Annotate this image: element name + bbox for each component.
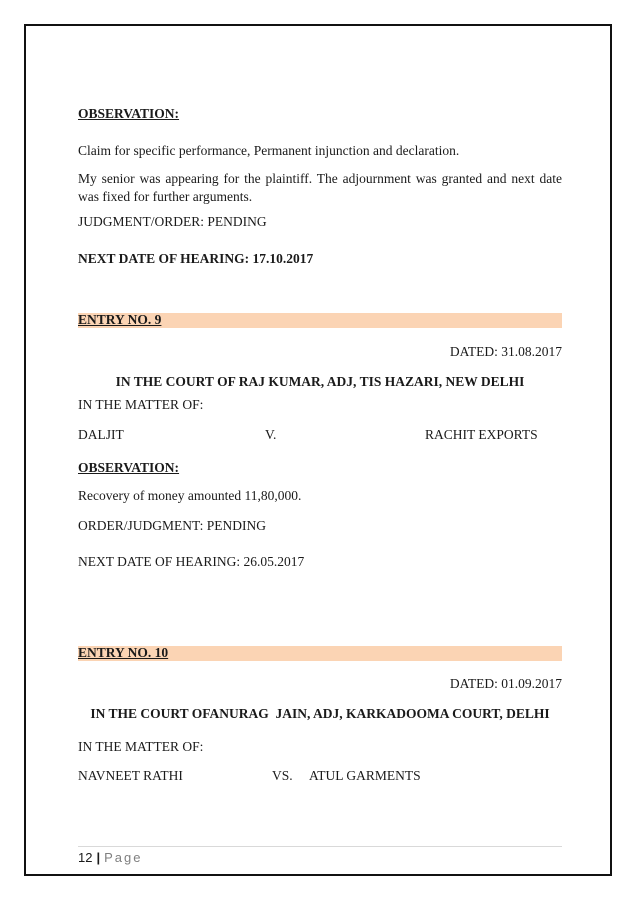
entry-9-header	[78, 313, 562, 328]
observation-claim: Claim for specific performance, Permanent injunction and declaration.	[78, 143, 460, 158]
entry-9-order: ORDER/JUDGMENT: PENDING	[78, 518, 266, 533]
entry-10-party-1: NAVNEET RATHI	[78, 768, 183, 783]
entry-9-dated: DATED: 31.08.2017	[449, 344, 562, 359]
entry-10-court: IN THE COURT OFANURAG JAIN, ADJ, KARKADOOMA COURT, DELHI	[90, 706, 550, 721]
entry-9-party-1: DALJIT	[78, 427, 124, 442]
entry-10-party-2: ATUL GARMENTS	[309, 768, 421, 783]
footer-separator: |	[96, 850, 101, 865]
entry-9-matter: IN THE MATTER OF:	[78, 397, 204, 412]
entry-9-next-hearing: NEXT DATE OF HEARING: 26.05.2017	[78, 554, 305, 569]
entry-10-versus: VS.	[272, 768, 293, 783]
entry-10-header	[78, 646, 562, 661]
entry-9-label: ENTRY NO. 9	[78, 312, 162, 327]
entry-10-dated: DATED: 01.09.2017	[449, 676, 562, 691]
page-number: 12	[78, 850, 93, 865]
entry-9-versus: V.	[265, 427, 277, 442]
entry-9-party-2: RACHIT EXPORTS	[425, 427, 538, 442]
footer-divider	[78, 846, 562, 847]
page-footer	[78, 850, 142, 866]
entry-10-label: ENTRY NO. 10	[78, 645, 169, 660]
observation-heading: OBSERVATION:	[78, 106, 180, 121]
entry-9-court: IN THE COURT OF RAJ KUMAR, ADJ, TIS HAZARI, NEW DELHI	[115, 374, 525, 389]
page-label: Page	[104, 850, 143, 865]
entry-9-observation: Recovery of money amounted 11,80,000.	[78, 488, 302, 503]
entry-9-observation-heading: OBSERVATION:	[78, 460, 180, 475]
judgment-status: JUDGMENT/ORDER: PENDING	[78, 214, 267, 229]
next-hearing-date: NEXT DATE OF HEARING: 17.10.2017	[78, 251, 314, 266]
entry-10-matter: IN THE MATTER OF:	[78, 739, 204, 754]
observation-note: My senior was appearing for the plaintiff. The adjournment was granted and next date was fixed for further arguments.	[78, 171, 562, 204]
